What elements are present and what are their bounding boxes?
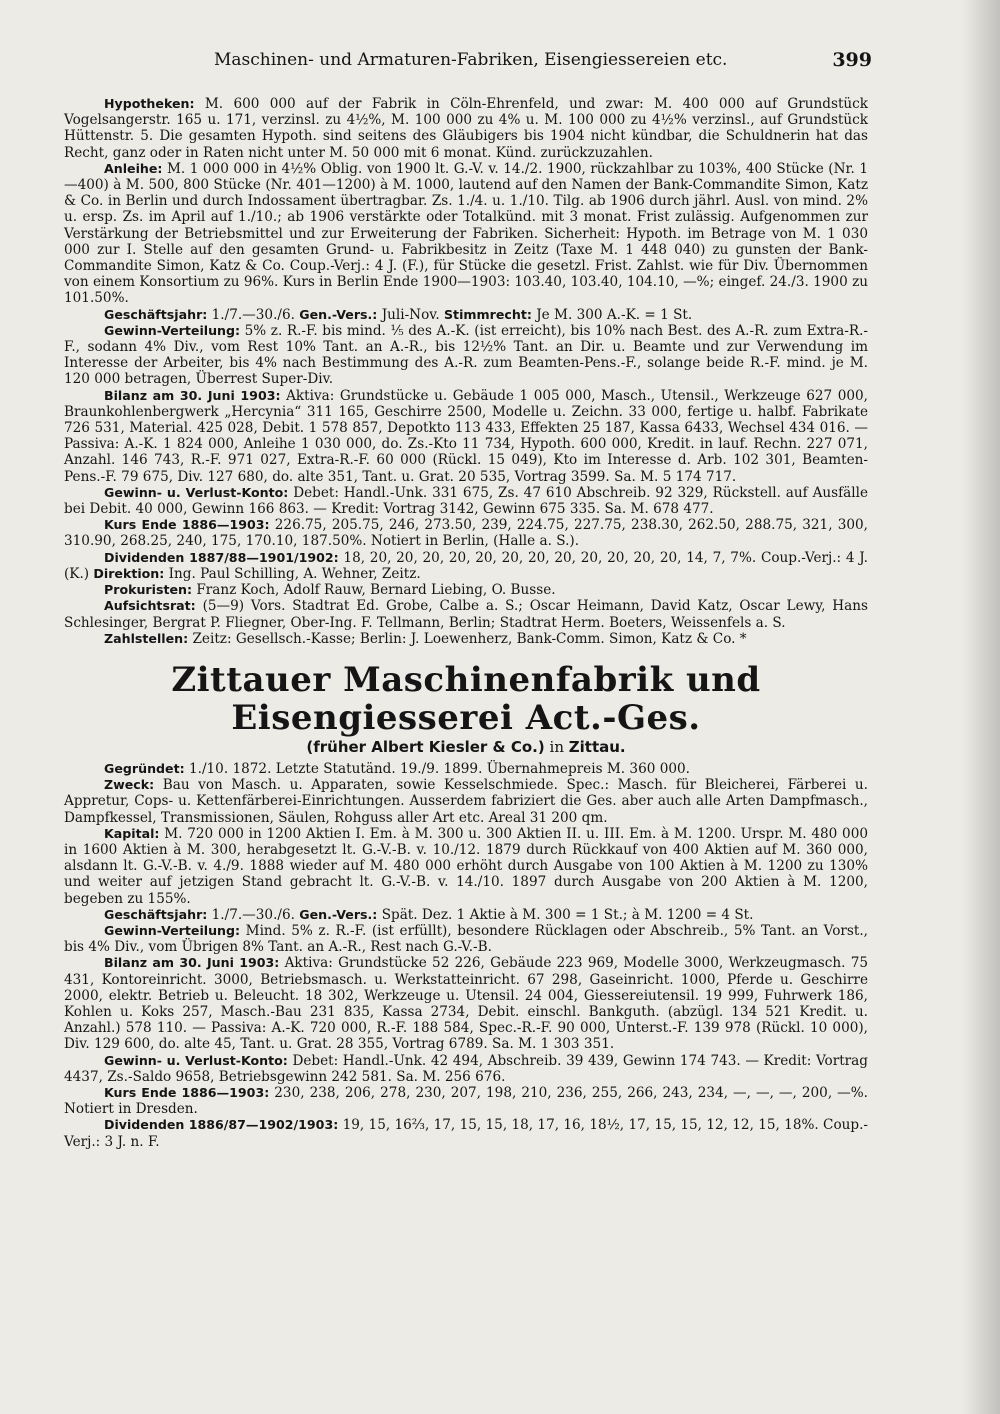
- paragraph-label: Gegründet:: [104, 760, 185, 776]
- paragraph-text: (5—9) Vors. Stadtrat Ed. Grobe, Calbe a. S.; Oscar Heimann, David Katz, Oscar Lewy, Hans Schlesinger, Bergrat P. Fliegner, Ober-Ing. F. Tellmann, Berlin; Stadtrat Herm. Boeters, Weissenfels a. S.: [64, 598, 868, 631]
- paragraph: [64, 955, 868, 1052]
- paragraph-label: Gewinn-Verteilung:: [104, 322, 241, 338]
- paragraph-text: 1./10. 1872. Letzte Statutänd. 19./9. 1899. Übernahmepreis M. 360 000.: [188, 760, 690, 777]
- paragraph-label: Direktion:: [93, 565, 165, 581]
- paragraph: [64, 485, 868, 517]
- paragraph-label: Kurs Ende 1886—1903:: [104, 1084, 270, 1100]
- paragraph-text: Bau von Masch. u. Apparaten, sowie Kesselschmiede. Spec.: Masch. für Bleicherei, Färberei u. Appretur, Cops- u. Kettenfärberei-Einrichtungen. Ausserdem fabriziert die Ges. aber auch alle Arten Dampfmasch., Dampfkessel, Transmissionen, Säulen, Rohguss aller Art etc. Areal 31 200 qm.: [64, 777, 868, 826]
- paragraph: [64, 388, 868, 485]
- paragraph: [64, 1117, 868, 1149]
- paragraph: [64, 1085, 868, 1117]
- paragraph: [64, 761, 868, 777]
- paragraph-text: Zeitz: Gesellsch.-Kasse; Berlin: J. Loewenherz, Bank-Comm. Simon, Katz & Co. *: [192, 630, 747, 647]
- paragraph-text: M. 720 000 in 1200 Aktien I. Em. à M. 300 u. 300 Aktien II. u. III. Em. à M. 1200. Urspr. M. 480 000 in 1600 Aktien à M. 300, herabgesetzt lt. G.-V.-B. v. 10./12. 1879 durch Rückkauf von 400 Aktien auf M. 360 000, alsdann lt. G.-V.-B. v. 4./9. 1888 wieder auf M. 480 000 erhöht durch Ausgabe von 100 Aktien à M. 1200 zu 130% und weiter auf jetzigen Stand gebracht lt. G.-V.-B. v. 14./10. 1897 durch Ausgabe von 200 Aktien à M. 1200, begeben zu 155%.: [64, 825, 868, 907]
- paragraph-text: Mind. 5% z. R.-F. (ist erfüllt), besondere Rücklagen oder Abschreib., 5% Tant. an Vorst., bis 4% Div., vom Übrigen 8% Tant. an A.-R., Rest nach G.-V.-B.: [64, 922, 869, 956]
- paragraph-label: Gen.-Vers.:: [299, 906, 378, 922]
- paragraph-label: Stimmrecht:: [443, 306, 532, 322]
- paragraph-text: 5% z. R.-F. bis mind. ⅕ des A.-K. (ist erreicht), bis 10% nach Best. des A.-R. zum Extra-R.-F., sodann 4% Div., vom Rest 10% Tant. an A.-R., bis 12½% Tant. an Dir. u. Beamte und zur Verwendung im Interesse der Arbeiter, bis 4% nach Bestimmung des A.-R. zum Beamten-Pens.-F., solange beide R.-F. mind. je M. 120 000 betragen, Überrest Super-Div.: [64, 322, 868, 388]
- paragraph-text: 1./7.—30./6.: [211, 306, 295, 323]
- paragraph-label: Gewinn- u. Verlust-Konto:: [104, 1052, 288, 1068]
- paragraph-label: Geschäftsjahr:: [104, 306, 208, 322]
- company-in: in: [549, 737, 564, 756]
- paragraph: [64, 923, 868, 955]
- paragraph-label: Kurs Ende 1886—1903:: [104, 517, 270, 533]
- section-zittauer: [64, 761, 868, 1150]
- paragraph-label: Gen.-Vers.:: [299, 306, 378, 322]
- paragraph-label: Gewinn-Verteilung:: [104, 922, 241, 938]
- paragraph-text: M. 1 000 000 in 4½% Oblig. von 1900 lt. G.-V. v. 14./2. 1900, rückzahlbar zu 103%, 400 Stücke (Nr. 1—400) à M. 500, 800 Stücke (Nr. 401—1200) à M. 1000, lautend auf den Namen der Bank-Commandite Simon, Katz & Co. in Berlin und durch Indossament übertragbar. Zs. 1./4. u. 1./10. Tilg. ab 1906 durch jährl. Ausl. von mind. 2% u. ersp. Zs. im April auf 1./10.; ab 1906 verstärkte oder Totalkünd. mit 3 monat. Frist zulässig. Aufgenommen zur Verstärkung der Betriebsmittel und zur Erweiterung der Fabriken. Sicherheit: Hypoth. im Betrage von M. 1 030 000 zur I. Stelle auf den gesamten Grund- u. Fabrikbesitz in Zeitz (Taxe M. 1 448 040) zu gunsten der Bank-Commandite Simon, Katz & Co. Coup.-Verj.: 4 J. (F.), für Stücke die gesetzl. Frist. Zahlst. wie für Div. Übernommen von einem Konsortium zu 96%. Kurs in Berlin Ende 1900—1903: 103.40, 103.40, 104.10, —%; eingef. 24./3. 1900 zu 101.50%.: [64, 160, 868, 307]
- paragraph-label: Prokuristen:: [104, 582, 193, 598]
- paragraph-label: Dividenden 1887/88—1901/1902:: [104, 549, 339, 565]
- paragraph: [64, 550, 868, 582]
- paragraph: [64, 161, 868, 307]
- page-number: 399: [832, 49, 872, 71]
- paragraph-label: Bilanz am 30. Juni 1903:: [104, 955, 280, 971]
- paragraph: [64, 777, 868, 826]
- paragraph-text: Juli-Nov.: [381, 306, 440, 323]
- paragraph-text: 1./7.—30./6.: [211, 906, 295, 923]
- paragraph-label: Geschäftsjahr:: [104, 906, 208, 922]
- paragraph: [64, 907, 868, 923]
- paragraph-text: Aktiva: Grundstücke u. Gebäude 1 005 000, Masch., Utensil., Werkzeuge 627 000, Braunkohlenbergwerk „Hercynia“ 311 165, Geschirre 2500, Modelle u. Zeichn. 33 000, fertige u. halbf. Fabrikate 726 531, Material. 425 028, Debit. 1 578 857, Depotkto 113 433, Effekten 25 187, Kassa 6433, Wechsel 434 016. — Passiva: A.-K. 1 824 000, Anleihe 1 030 000, do. Zs.-Kto 11 734, Hypoth. 600 000, Kredit. in lauf. Rechn. 227 071, Anzahl. 146 743, R.-F. 971 027, Extra-R.-F. 60 000 (Rückl. 15 049), Kto im Interesse d. Arb. 102 301, Beamten-Pens.-F. 79 675, Div. 127 680, do. alte 351, Tant. u. Grat. 20 535, Vortrag 3599. Sa. M. 5 174 717.: [64, 387, 868, 485]
- paragraph-label: Dividenden 1886/87—1902/1903:: [104, 1117, 339, 1133]
- running-title: Maschinen- und Armaturen-Fabriken, Eisengiessereien etc.: [214, 50, 728, 70]
- paragraph-text: M. 600 000 auf der Fabrik in Cöln-Ehrenfeld, und zwar: M. 400 000 auf Grundstück Vogelsangerstr. 165 u. 171, verzinsl. zu 4½%, M. 100 000 zu 4% u. M. 100 000 zu 4½% verzinsl., auf Grundstück Hüttenstr. 5. Die gesamten Hypoth. sind seitens des Gläubigers bis 1904 nicht kündbar, die Schuldnerin hat das Recht, ganz oder in Raten nicht unter M. 50 000 mit 6 monat. Künd. zurückzuzahlen.: [64, 96, 869, 161]
- paragraph-label: Hypotheken:: [104, 96, 195, 111]
- scan-edge-shadow: [962, 0, 1000, 1414]
- company-heading: Zittauer Maschinenfabrik und Eisengiesserei Act.-Ges.: [171, 659, 761, 738]
- paragraph: [64, 598, 868, 630]
- company-subheading: [64, 737, 868, 757]
- paragraph: [64, 582, 868, 598]
- paragraph-text: Ing. Paul Schilling, A. Wehner, Zeitz.: [168, 565, 421, 582]
- paragraph-label: Kapital:: [104, 825, 160, 841]
- paragraph-text: Debet: Handl.-Unk. 331 675, Zs. 47 610 Abschreib. 92 329, Rückstell. auf Ausfälle bei Debit. 40 000, Gewinn 166 863. — Kredit: Vortrag 3142, Gewinn 675 335. Sa. M. 678 477.: [64, 484, 868, 518]
- paragraph-label: Gewinn- u. Verlust-Konto:: [104, 484, 289, 500]
- paragraph-label: Zahlstellen:: [104, 630, 189, 646]
- paragraph: [64, 1053, 868, 1085]
- text-body: [64, 96, 868, 1150]
- paragraph-text: Spät. Dez. 1 Aktie à M. 300 = 1 St.; à M. 1200 = 4 St.: [381, 906, 754, 923]
- paragraph-text: Aktiva: Grundstücke 52 226, Gebäude 223 969, Modelle 3000, Werkzeugmasch. 75 431, Kontoreinricht. 3000, Betriebsmasch. u. Werkstatteinricht. 67 298, Gaseinricht. 1000, Pferde u. Geschirre 2000, elektr. Betrieb u. Beleucht. 18 302, Werkzeuge u. Utensil. 24 004, Giessereiutensil. 19 999, Fuhrwerk 186, Kohlen u. Koks 257, Masch.-Bau 231 835, Kassa 2734, Debit. einschl. Bankguth. (abzügl. 134 521 Kredit. u. Anzahl.) 578 110. — Passiva: A.-K. 720 000, R.-F. 188 584, Spec.-R.-F. 90 000, Unterst.-F. 139 978 (Rückl. 10 000), Div. 129 600, do. alte 45, Tant. u. Grat. 28 355, Vortrag 6789. Sa. M. 1 303 351.: [64, 955, 868, 1053]
- paragraph: [64, 96, 868, 161]
- paragraph: [64, 323, 868, 388]
- paragraph-label: Aufsichtsrat:: [104, 598, 196, 614]
- section-previous-company: [64, 96, 868, 647]
- paragraph-text: Debet: Handl.-Unk. 42 494, Abschreib. 39 439, Gewinn 174 743. — Kredit: Vortrag 4437, Zs.-Saldo 9658, Betriebsgewinn 242 581. Sa. M. 256 676.: [64, 1052, 868, 1085]
- paragraph: [64, 517, 868, 549]
- paragraph: [64, 826, 868, 907]
- paragraph-text: 18, 20, 20, 20, 20, 20, 20, 20, 20, 20, 20, 20, 20, 14, 7, 7%. Coup.-Verj.: 4 J. (K.): [64, 549, 868, 582]
- paragraph-text: 230, 238, 206, 278, 230, 207, 198, 210, 236, 255, 266, 243, 234, —, —, —, 200, —%. Notiert in Dresden.: [64, 1084, 868, 1118]
- company-city: Zittau.: [568, 737, 626, 756]
- paragraph: [64, 307, 868, 323]
- paragraph-label: Bilanz am 30. Juni 1903:: [104, 387, 281, 403]
- paragraph-text: Franz Koch, Adolf Rauw, Bernard Liebing, O. Busse.: [196, 582, 556, 599]
- paragraph-text: 226.75, 205.75, 246, 273.50, 239, 224.75, 227.75, 238.30, 262.50, 288.75, 321, 300, 310.90, 268.25, 240, 175, 170.10, 187.50%. Notiert in Berlin, (Halle a. S.).: [64, 517, 868, 550]
- paragraph-text: 19, 15, 16⅔, 17, 15, 15, 18, 17, 16, 18½, 17, 15, 15, 12, 12, 15, 18%. Coup.-Verj.: 3 J. n. F.: [64, 1117, 869, 1150]
- paragraph-label: Anleihe:: [104, 160, 163, 176]
- paragraph: [64, 631, 868, 647]
- paragraph-text: Je M. 300 A.-K. = 1 St.: [536, 306, 693, 323]
- paragraph-label: Zweck:: [104, 777, 155, 793]
- company-former-name: (früher Albert Kiesler & Co.): [306, 737, 545, 756]
